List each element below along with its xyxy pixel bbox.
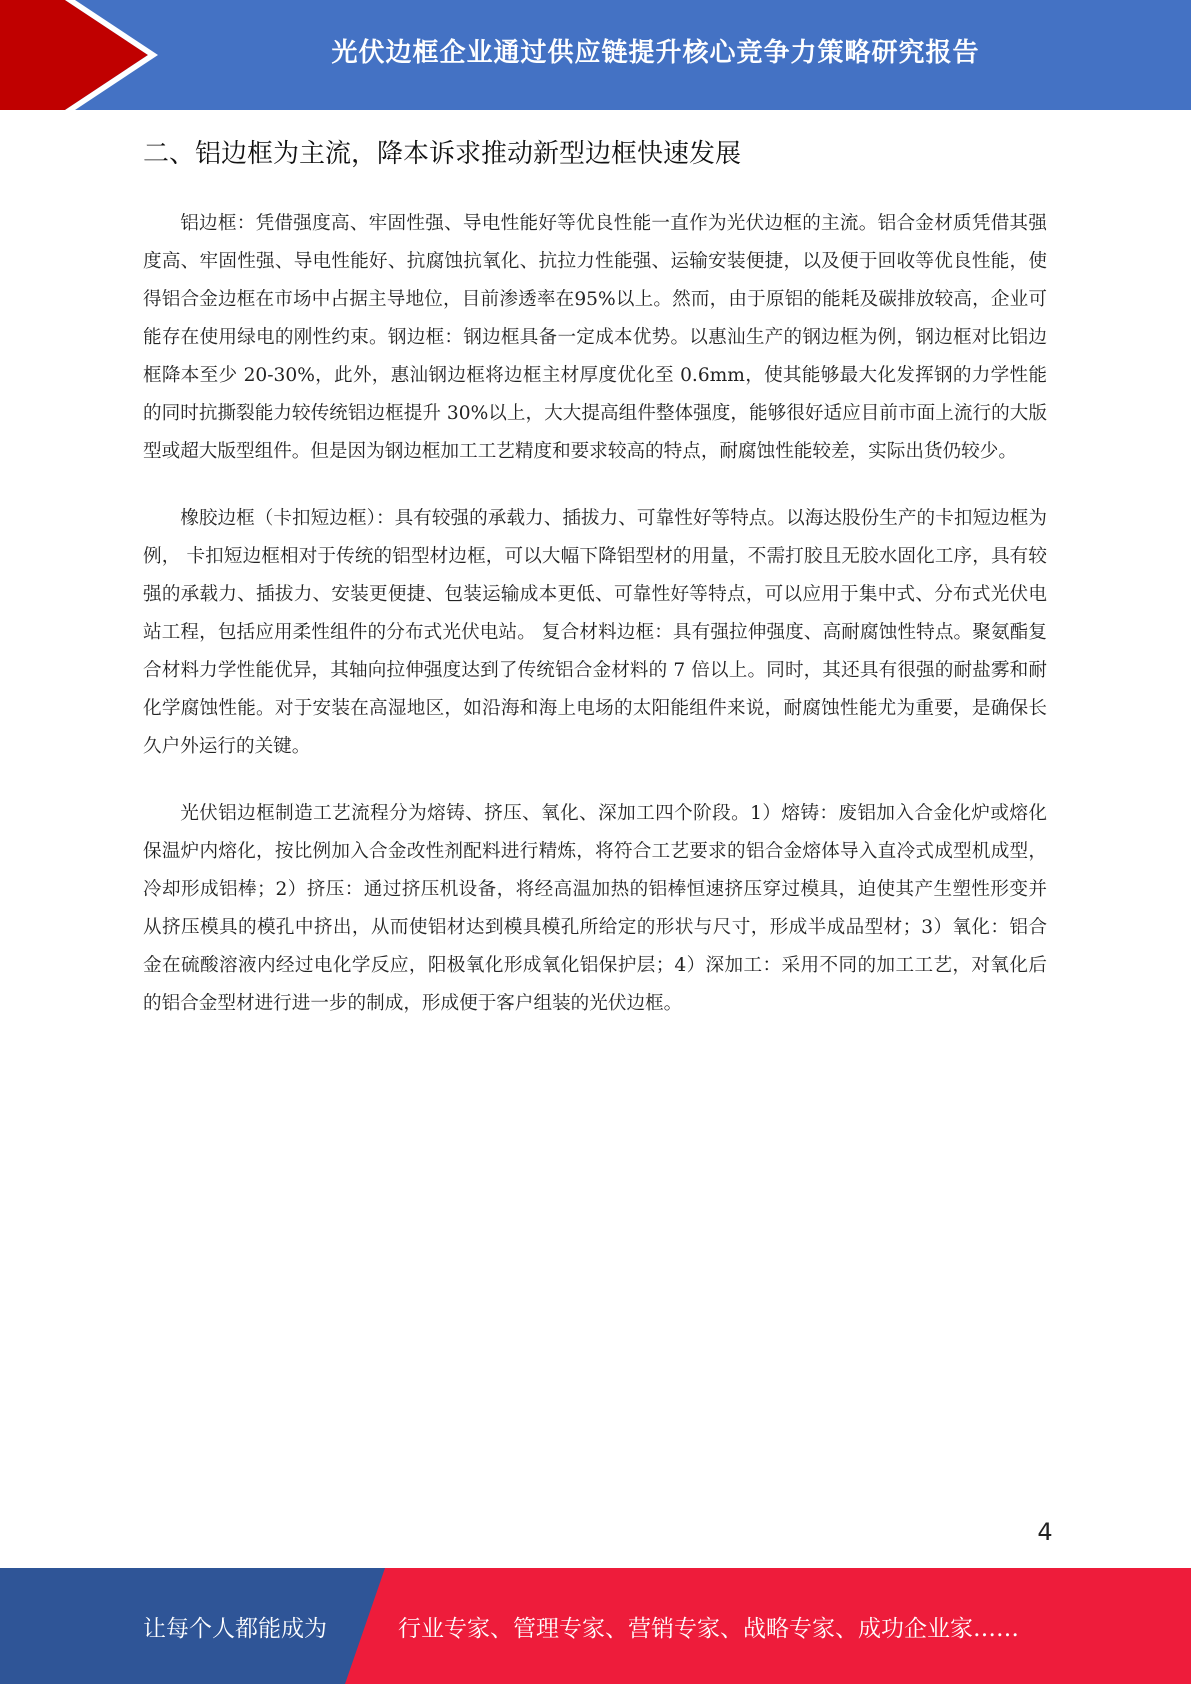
page-header — [0, 0, 1191, 110]
footer-slogan-left: 让每个人都能成为 — [143, 1615, 327, 1642]
page-footer — [0, 1568, 1191, 1684]
paragraph-manufacturing-process: 光伏铝边框制造工艺流程分为熔铸、挤压、氧化、深加工四个阶段。1）熔铸：废铝加入合金化炉或熔化保温炉内熔化，按比例加入合金改性剂配料进行精炼，将符合工艺要求的铝合金熔体导入直冷式成型机成型，冷却形成铝棒；2）挤压：通过挤压机设备，将经高温加热的铝棒恒速挤压穿过模具，迫使其产生塑性形变并从挤压模具的模孔中挤出，从而使铝材达到模具模孔所给定的形状与尺寸，形成半成品型材；3）氧化：铝合金在硫酸溶液内经过电化学反应，阳极氧化形成氧化铝保护层；4）深加工：采用不同的加工工艺，对氧化后的铝合金型材进行进一步的制成，形成便于客户组装的光伏边框。 — [143, 803, 1047, 1014]
page-number: 4 — [1037, 1518, 1053, 1546]
body-content — [143, 205, 1047, 1052]
paragraph-aluminum-steel-frames: 铝边框：凭借强度高、牢固性强、导电性能好等优良性能一直作为光伏边框的主流。铝合金材质凭借其强度高、牢固性强、导电性能好、抗腐蚀抗氧化、抗拉力性能强、运输安装便捷，以及便于回收等优良性能，使得铝合金边框在市场中占据主导地位，目前渗透率在95%以上。然而，由于原铝的能耗及碳排放较高，企业可能存在使用绿电的刚性约束。钢边框：钢边框具备一定成本优势。以惠汕生产的钢边框为例，钢边框对比铝边框降本至少 20-30%，此外，惠汕钢边框将边框主材厚度优化至 0.6mm，使其能够最大化发挥钢的力学性能的同时抗撕裂能力较传统铝边框提升 30%以上，大大提高组件整体强度，能够很好适应目前市面上流行的大版型或超大版型组件。但是因为钢边框加工工艺精度和要求较高的特点，耐腐蚀性能较差，实际出货仍较少。 — [143, 213, 1047, 462]
paragraph-rubber-composite-frames: 橡胶边框（卡扣短边框）：具有较强的承载力、插拔力、可靠性好等特点。以海达股份生产的卡扣短边框为例， 卡扣短边框相对于传统的铝型材边框，可以大幅下降铝型材的用量，不需打胶且无胶水固化工序，具有较强的承载力、插拔力、安装更便捷、包装运输成本更低、可靠性好等特点，可以应用于集中式、分布式光伏电站工程，包括应用柔性组件的分布式光伏电站。 复合材料边框：具有强拉伸强度、高耐腐蚀性特点。聚氨酯复合材料力学性能优异，其轴向拉伸强度达到了传统铝合金材料的 7 倍以上。同时，其还具有很强的耐盐雾和耐化学腐蚀性能。对于安装在高湿地区，如沿海和海上电场的太阳能组件来说，耐腐蚀性能尤为重要，是确保长久户外运行的关键。 — [143, 508, 1047, 757]
section-heading: 二、铝边框为主流，降本诉求推动新型边框快速发展 — [143, 139, 742, 169]
footer-slogan-right: 行业专家、管理专家、营销专家、战略专家、成功企业家…… — [398, 1615, 1019, 1642]
header-chevron-decoration — [0, 0, 160, 110]
report-title: 光伏边框企业通过供应链提升核心竞争力策略研究报告 — [331, 37, 980, 68]
